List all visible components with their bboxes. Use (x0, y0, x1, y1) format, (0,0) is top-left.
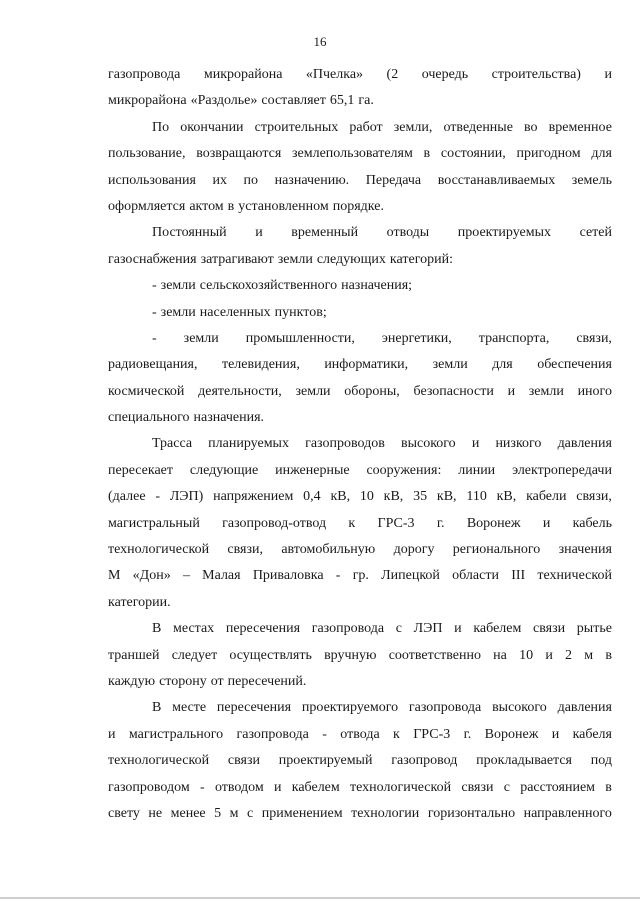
word: и (542, 515, 551, 531)
word: кабели (526, 489, 567, 505)
word: В (152, 621, 162, 637)
word: связи (533, 621, 566, 637)
text-line (108, 748, 612, 774)
word: земли (295, 383, 331, 399)
word: сторону (159, 673, 207, 689)
word: горизонтально (427, 805, 516, 821)
word: в (605, 647, 612, 663)
word: земель (571, 172, 612, 188)
word: газопровод (391, 753, 458, 769)
word: для (591, 146, 612, 162)
word: газопроводом (108, 779, 190, 795)
word: категорий: (389, 251, 453, 267)
word: и (273, 779, 282, 795)
word: менее (170, 805, 206, 821)
word: земли (183, 330, 219, 346)
word: м (584, 647, 594, 663)
word: в (227, 198, 235, 214)
text-line (108, 168, 612, 194)
word: 0,4 (303, 489, 321, 505)
word: и (604, 67, 612, 82)
word: магистрального (128, 726, 224, 742)
text-line (108, 590, 612, 616)
word: от (210, 673, 224, 689)
word: и (108, 726, 116, 742)
text-line (108, 775, 612, 801)
word: и (545, 647, 553, 663)
word: населенных (199, 304, 271, 320)
word: следующих (316, 251, 386, 267)
text-line (108, 247, 612, 273)
word: с (503, 779, 510, 795)
word: пересечений. (227, 673, 307, 689)
word: (далее (108, 489, 146, 505)
text-line (108, 695, 612, 721)
word: г. (436, 515, 445, 531)
text-line (108, 563, 612, 589)
word: следующие (189, 462, 259, 478)
text-line (108, 300, 612, 326)
word: автомобильную (281, 542, 376, 558)
word: назначения. (193, 410, 265, 426)
word: давления (557, 700, 612, 716)
word: высокого (492, 700, 547, 716)
word: высокого (400, 436, 456, 452)
word: назначению. (274, 172, 350, 188)
word: планируемых (208, 436, 289, 452)
word: значения (558, 542, 612, 558)
word: магистральный (108, 515, 200, 531)
word: для (492, 357, 513, 373)
body-text (108, 62, 612, 827)
word: под (590, 753, 612, 769)
text-line (108, 431, 612, 457)
word: линии (458, 462, 496, 478)
word: и (507, 383, 516, 399)
word: земли (160, 304, 196, 320)
word: г. (463, 726, 472, 742)
word: транспорта, (478, 330, 550, 346)
word: и (551, 726, 560, 742)
word: составляет (261, 93, 326, 109)
word: дорогу (393, 542, 435, 558)
word: каждую (108, 673, 156, 689)
word: кабелем (473, 621, 522, 637)
text-line (108, 141, 612, 167)
word: связи (227, 753, 260, 769)
word: временный (291, 225, 359, 241)
word: работ (349, 119, 383, 135)
word: Передача (365, 172, 422, 188)
word: кабель (572, 515, 612, 531)
word: и (255, 225, 263, 241)
word: и (471, 436, 480, 452)
word: - (322, 726, 327, 742)
word: строительных (254, 119, 339, 135)
word: газопровод-отвод (222, 515, 327, 531)
word: к (348, 515, 356, 531)
word: строительства) (491, 67, 581, 82)
word: В (152, 700, 162, 716)
word: 110 (466, 489, 487, 505)
text-line (108, 88, 612, 114)
word: осуществлять (229, 647, 312, 663)
word: связи, (227, 542, 263, 558)
word: проектируемых (457, 225, 551, 241)
word: 5 (214, 805, 222, 821)
text-line (108, 326, 612, 352)
word: кВ, (436, 489, 457, 505)
word: телевидения, (221, 357, 300, 373)
text-line (108, 511, 612, 537)
text-line (108, 537, 612, 563)
word: связи (461, 779, 494, 795)
word: состоянии, (440, 146, 506, 162)
word: технологической (108, 753, 210, 769)
word: Воронеж (484, 726, 539, 742)
word: давления (557, 436, 612, 452)
text-line (108, 643, 612, 669)
word: кВ, (383, 489, 404, 505)
word: 2 (565, 647, 573, 663)
word: в (605, 779, 612, 795)
word: отводом (214, 779, 264, 795)
word: кабелем (291, 779, 340, 795)
word: по (243, 172, 259, 188)
word: Малая (202, 568, 241, 584)
bottom-scan-edge (0, 897, 640, 899)
word: на (493, 647, 507, 663)
word: пунктов; (274, 304, 327, 320)
word: регионального (452, 542, 541, 558)
word: временное (548, 119, 612, 135)
word: свету (108, 805, 140, 821)
word: космической (108, 383, 185, 399)
word: связи, (576, 330, 612, 346)
word: обороны, (344, 383, 400, 399)
word: и (454, 621, 462, 637)
word: Липецкой (381, 568, 440, 584)
word: земли (432, 357, 468, 373)
word: - (155, 489, 161, 505)
word: оформляется (108, 198, 186, 214)
word: газопровода (108, 67, 181, 82)
word: применением (261, 805, 343, 821)
word: назначения; (341, 278, 413, 294)
word: технологической (350, 779, 452, 795)
word: Приваловка (252, 568, 324, 584)
word: гр. (352, 568, 369, 584)
word: их (212, 172, 227, 188)
word: очередь (421, 67, 469, 82)
word: земли (160, 278, 196, 294)
word: «Раздолье» (190, 93, 258, 109)
word: пользование, (108, 146, 186, 162)
word: газопровода (408, 700, 482, 716)
word: отведенные (443, 119, 513, 135)
word: кабеля (572, 726, 612, 742)
text-line (108, 379, 612, 405)
text-line (108, 194, 612, 220)
text-line (108, 669, 612, 695)
word: сельскохозяйственного (199, 278, 338, 294)
text-line (108, 616, 612, 642)
word: деятельности, (198, 383, 282, 399)
text-line (108, 484, 612, 510)
word: возвращаются (196, 146, 282, 162)
word: «Пчелка» (305, 67, 364, 82)
text-line (108, 273, 612, 299)
word: газопроводов (305, 436, 385, 452)
text-line (108, 405, 612, 431)
word: - (152, 278, 157, 294)
word: отвода (340, 726, 380, 742)
word: следует (171, 647, 218, 663)
word: инженерные (275, 462, 350, 478)
word: III (511, 568, 526, 584)
word: По (152, 119, 170, 135)
word: Трасса (152, 436, 193, 452)
word: в (423, 146, 431, 162)
page-number: 16 (313, 34, 327, 49)
word: газопровода (311, 621, 385, 637)
word: 10 (519, 647, 534, 663)
word: радиовещания, (108, 357, 198, 373)
word: газоснабжения (108, 251, 197, 267)
word: проектируемый (278, 753, 373, 769)
word: земли (277, 251, 313, 267)
word: расстоянием (520, 779, 596, 795)
word: не (148, 805, 163, 821)
word: земли (528, 383, 564, 399)
word: траншей (108, 647, 160, 663)
word: Постоянный (152, 225, 227, 241)
word: использования (108, 172, 196, 188)
word: окончании (180, 119, 244, 135)
word: га. (358, 93, 374, 109)
word: Воронеж (466, 515, 521, 531)
word: ГРС-3 (413, 726, 451, 742)
word: с (395, 621, 402, 637)
text-line (108, 458, 612, 484)
word: пригодном (516, 146, 581, 162)
word: специального (108, 410, 190, 426)
word: вручную (324, 647, 377, 663)
word: соответственно (388, 647, 481, 663)
word: (2 (386, 67, 399, 82)
word: информатики, (324, 357, 409, 373)
word: технической (537, 568, 612, 584)
word: технологической (108, 542, 210, 558)
word: низкого (495, 436, 542, 452)
text-line (108, 220, 612, 246)
word: пересечения (225, 621, 301, 637)
word: м (229, 805, 239, 821)
word: напряжением (213, 489, 294, 505)
word: категории. (108, 594, 171, 610)
word: месте (172, 700, 207, 716)
word: местах (173, 621, 215, 637)
word: с (247, 805, 254, 821)
word: М (108, 568, 121, 584)
word: земли, (393, 119, 433, 135)
word: обеспечения (537, 357, 612, 373)
word: установленном (238, 198, 329, 214)
word: микрорайона (203, 67, 283, 82)
word: кВ, (330, 489, 351, 505)
word: отводы (386, 225, 430, 241)
word: к (393, 726, 400, 742)
word: электропередачи (512, 462, 612, 478)
word: кВ, (496, 489, 517, 505)
word: ГРС-3 (377, 515, 415, 531)
word: области (452, 568, 499, 584)
word: промышленности, (245, 330, 355, 346)
word: порядке. (332, 198, 384, 214)
word: пересекает (108, 462, 174, 478)
word: энергетики, (381, 330, 452, 346)
word: 10 (359, 489, 374, 505)
word: землепользователям (292, 146, 413, 162)
word: – (182, 568, 190, 584)
word: технологии (351, 805, 420, 821)
word: 35 (413, 489, 428, 505)
word: микрорайона (108, 93, 187, 109)
word: прокладывается (476, 753, 572, 769)
word: проектируемого (301, 700, 399, 716)
word: газопровода (236, 726, 309, 742)
word: во (524, 119, 538, 135)
word: - (152, 330, 157, 346)
word: безопасности (413, 383, 494, 399)
text-line (108, 722, 612, 748)
word: направленного (523, 805, 612, 821)
word: «Дон» (132, 568, 171, 584)
word: 65,1 (329, 93, 355, 109)
word: сооружения: (366, 462, 442, 478)
word: пересечения (216, 700, 292, 716)
word: затрагивают (200, 251, 274, 267)
word: рытье (576, 621, 612, 637)
word: восстанавливаемых (437, 172, 556, 188)
text-line (108, 62, 612, 88)
text-line (108, 801, 612, 827)
word: сетей (579, 225, 612, 241)
word: иного (577, 383, 612, 399)
word: актом (189, 198, 224, 214)
word: связи, (576, 489, 612, 505)
text-line (108, 115, 612, 141)
word: - (152, 304, 157, 320)
word: - (200, 779, 205, 795)
word: ЛЭП) (169, 489, 204, 505)
word: - (335, 568, 341, 584)
word: ЛЭП (413, 621, 443, 637)
text-line (108, 352, 612, 378)
